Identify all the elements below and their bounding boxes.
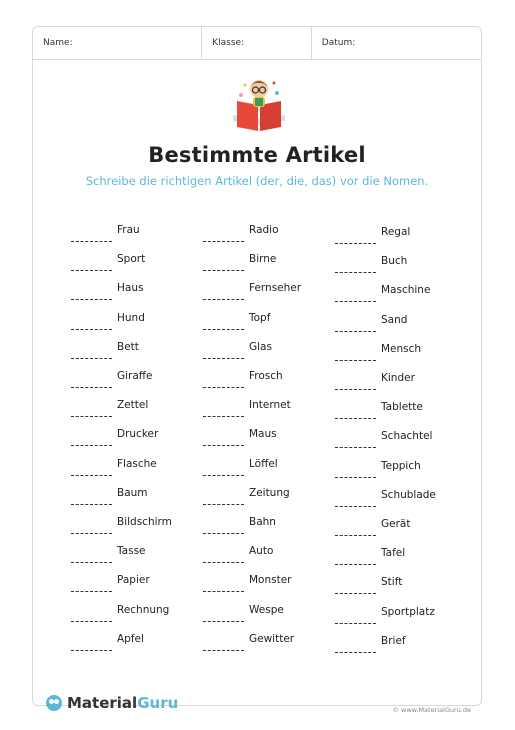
noun-word: Teppich — [381, 459, 421, 472]
noun-item — [335, 401, 465, 421]
noun-item — [203, 282, 333, 302]
article-blank[interactable] — [71, 533, 112, 534]
article-blank[interactable] — [335, 506, 376, 507]
noun-word: Stift — [381, 576, 403, 589]
noun-word: Löffel — [249, 457, 278, 470]
article-blank[interactable] — [335, 418, 376, 419]
article-blank[interactable] — [335, 623, 376, 624]
noun-word: Sand — [381, 313, 408, 326]
noun-word: Bahn — [249, 516, 276, 528]
noun-item — [71, 516, 201, 536]
article-blank[interactable] — [203, 650, 244, 651]
noun-word: Frau — [117, 224, 140, 236]
noun-word: Hund — [117, 311, 145, 324]
page-title: Bestimmte Artikel — [148, 143, 366, 167]
noun-item — [203, 224, 333, 244]
noun-word: Buch — [381, 255, 408, 268]
article-blank[interactable] — [71, 650, 112, 651]
noun-word: Schublade — [381, 488, 436, 501]
article-blank[interactable] — [71, 387, 112, 388]
article-blank[interactable] — [203, 533, 244, 534]
noun-item — [203, 399, 333, 419]
article-blank[interactable] — [335, 447, 376, 448]
noun-item — [71, 341, 201, 361]
article-blank[interactable] — [71, 329, 112, 330]
article-blank[interactable] — [71, 504, 112, 505]
noun-item — [335, 255, 465, 275]
noun-word: Rechnung — [117, 603, 170, 616]
noun-item — [335, 343, 465, 363]
brand-part1: Material — [67, 694, 138, 712]
noun-word: Zettel — [117, 399, 149, 412]
noun-word: Regal — [381, 226, 411, 238]
noun-item — [71, 282, 201, 302]
noun-word: Frosch — [249, 370, 283, 382]
noun-word: Sport — [117, 253, 146, 266]
materialguru-logo — [46, 694, 178, 712]
name-field[interactable] — [33, 27, 202, 59]
article-blank[interactable] — [203, 621, 244, 622]
noun-item — [335, 635, 465, 655]
article-blank[interactable] — [203, 387, 244, 388]
noun-item — [335, 576, 465, 596]
noun-word: Flasche — [117, 457, 157, 470]
noun-word: Maschine — [381, 284, 431, 297]
article-blank[interactable] — [203, 270, 244, 271]
article-blank[interactable] — [335, 477, 376, 478]
noun-item — [71, 458, 201, 478]
noun-item — [71, 633, 201, 653]
noun-word: Giraffe — [117, 370, 153, 382]
noun-item — [335, 489, 465, 509]
noun-word: Apfel — [117, 632, 144, 645]
article-blank[interactable] — [71, 270, 112, 271]
noun-item — [335, 606, 465, 626]
noun-word: Gewitter — [249, 632, 295, 645]
article-blank[interactable] — [335, 360, 376, 361]
noun-word: Birne — [249, 253, 277, 266]
article-blank[interactable] — [335, 564, 376, 565]
article-blank[interactable] — [71, 621, 112, 622]
noun-item — [335, 547, 465, 567]
noun-word: Fernseher — [249, 282, 302, 295]
noun-item — [335, 518, 465, 538]
header-row — [33, 27, 481, 60]
noun-word: Zeitung — [249, 486, 290, 499]
reading-child-icon — [227, 75, 291, 137]
noun-word: Radio — [249, 224, 279, 236]
article-blank[interactable] — [203, 241, 244, 242]
date-label: Datum: — [321, 38, 356, 48]
noun-item — [203, 574, 333, 594]
noun-item — [71, 370, 201, 390]
noun-item — [71, 545, 201, 565]
noun-word: Tafel — [381, 547, 406, 560]
noun-item — [203, 458, 333, 478]
noun-word: Papier — [117, 574, 150, 587]
noun-item — [203, 312, 333, 332]
noun-item — [203, 633, 333, 653]
article-blank[interactable] — [71, 241, 112, 242]
article-blank[interactable] — [203, 416, 244, 417]
noun-item — [203, 370, 333, 390]
noun-word: Glas — [249, 340, 272, 353]
class-field[interactable] — [202, 27, 312, 59]
article-blank[interactable] — [71, 475, 112, 476]
noun-word: Kinder — [381, 372, 415, 384]
noun-item — [71, 312, 201, 332]
noun-item — [71, 604, 201, 624]
article-blank[interactable] — [203, 562, 244, 563]
noun-item — [203, 545, 333, 565]
article-blank[interactable] — [335, 389, 376, 390]
article-blank[interactable] — [203, 299, 244, 300]
noun-item — [203, 253, 333, 273]
noun-word: Haus — [117, 282, 144, 295]
instruction-text: Schreibe die richtigen Artikel (der, die, das) vor die Nomen. — [85, 174, 429, 188]
noun-word: Mensch — [381, 342, 422, 355]
noun-word: Tasse — [117, 545, 146, 558]
noun-item — [203, 516, 333, 536]
noun-item — [203, 341, 333, 361]
noun-word: Topf — [249, 311, 271, 324]
owl-icon — [46, 695, 62, 711]
article-blank[interactable] — [203, 475, 244, 476]
article-blank[interactable] — [335, 593, 376, 594]
noun-word: Auto — [249, 545, 274, 558]
noun-item — [335, 460, 465, 480]
noun-word: Wespe — [249, 603, 284, 616]
article-blank[interactable] — [335, 331, 376, 332]
noun-word: Maus — [249, 428, 277, 441]
class-label: Klasse: — [212, 38, 245, 48]
article-blank[interactable] — [71, 416, 112, 417]
worksheet — [32, 26, 482, 706]
name-label: Name: — [43, 38, 73, 48]
noun-word: Brief — [381, 634, 406, 647]
noun-word: Gerät — [381, 518, 411, 530]
noun-item — [203, 487, 333, 507]
article-blank[interactable] — [203, 445, 244, 446]
noun-item — [203, 604, 333, 624]
noun-item — [335, 284, 465, 304]
noun-item — [71, 253, 201, 273]
noun-item — [71, 487, 201, 507]
noun-grid — [71, 224, 481, 659]
article-blank[interactable] — [71, 445, 112, 446]
noun-word: Tablette — [381, 401, 423, 414]
article-blank[interactable] — [335, 301, 376, 302]
noun-word: Monster — [249, 574, 292, 587]
noun-item — [203, 428, 333, 448]
brand-part2: Guru — [137, 694, 179, 712]
article-blank[interactable] — [335, 652, 376, 653]
noun-item — [335, 430, 465, 450]
article-blank[interactable] — [335, 272, 376, 273]
article-blank[interactable] — [203, 329, 244, 330]
noun-word: Drucker — [117, 428, 159, 441]
article-blank[interactable] — [71, 591, 112, 592]
article-blank[interactable] — [203, 591, 244, 592]
article-blank[interactable] — [203, 504, 244, 505]
article-blank[interactable] — [203, 358, 244, 359]
noun-word: Internet — [249, 399, 291, 412]
noun-item — [335, 372, 465, 392]
noun-word: Sportplatz — [381, 605, 435, 618]
noun-item — [71, 428, 201, 448]
article-blank[interactable] — [335, 243, 376, 244]
noun-word: Baum — [117, 486, 148, 499]
copyright-text: © www.MaterialGuru.de — [392, 706, 471, 714]
noun-item — [335, 226, 465, 246]
noun-word: Bett — [117, 340, 139, 353]
article-blank[interactable] — [335, 535, 376, 536]
noun-item — [71, 224, 201, 244]
noun-word: Schachtel — [381, 430, 433, 443]
noun-item — [71, 574, 201, 594]
date-field[interactable] — [312, 27, 481, 59]
noun-word: Bildschirm — [117, 516, 172, 528]
article-blank[interactable] — [71, 562, 112, 563]
article-blank[interactable] — [71, 358, 112, 359]
noun-item — [335, 314, 465, 334]
article-blank[interactable] — [71, 299, 112, 300]
noun-item — [71, 399, 201, 419]
